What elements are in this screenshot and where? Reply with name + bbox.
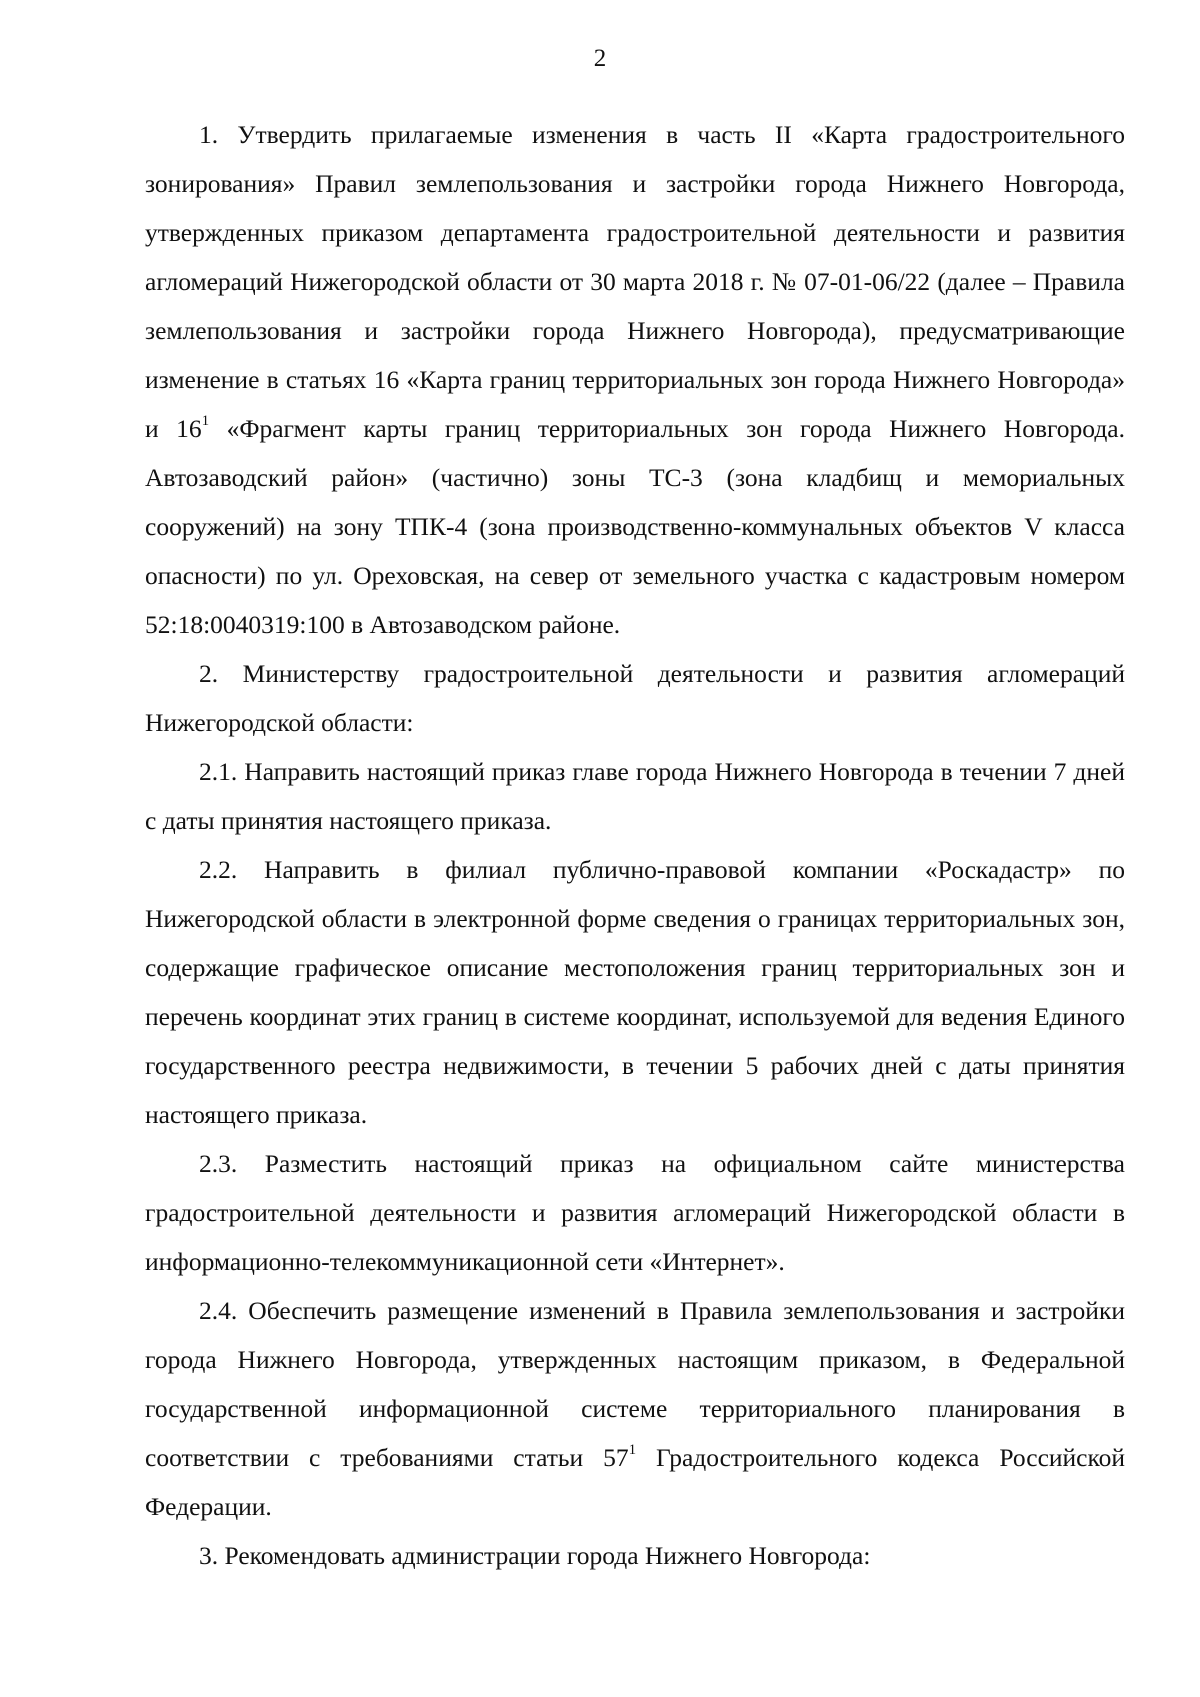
paragraph-2-1: 2.1. Направить настоящий приказ главе города Нижнего Новгорода в течении 7 дней с даты принятия настоящего приказа. (145, 757, 1125, 835)
paragraph-1-text-a: 1. Утвердить прилагаемые изменения в часть II «Карта градостроительного зонирования» Правил землепользования и застройки города Нижнего Новгорода, утвержденных приказом департамента градостроительной деятельности и развития агломераций Нижегородской области от 30 марта 2018 г. № 07-01-06/22 (далее – Правила землепользования и застройки города Нижнего Новгорода), предусматривающие изменение в статьях 16 «Карта границ территориальных зон города Нижнего Новгорода» и 16 (145, 120, 1125, 443)
paragraph-2-4-text-b: Градостроительного кодекса Российской Федерации. (145, 1443, 1125, 1521)
paragraph-2-4-text-a: 2.4. Обеспечить размещение изменений в Правила землепользования и застройки города Нижнего Новгорода, утвержденных настоящим приказом, в Федеральной государственной информационной системе территориального планирования в соответствии с требованиями статьи 57 (145, 1296, 1125, 1472)
paragraph-1 (145, 110, 1125, 649)
paragraph-2-2: 2.2. Направить в филиал публично-правовой компании «Роскадастр» по Нижегородской области в электронной форме сведения о границах территориальных зон, содержащие графическое описание местоположения границ территориальных зон и перечень координат этих границ в системе координат, используемой для ведения Единого государственного реестра недвижимости, в течении 5 рабочих дней с даты принятия настоящего приказа. (145, 855, 1125, 1129)
paragraph-3: 3. Рекомендовать администрации города Нижнего Новгорода: (199, 1541, 871, 1570)
paragraph-2-3: 2.3. Разместить настоящий приказ на официальном сайте министерства градостроительной деятельности и развития агломераций Нижегородской области в информационно-телекоммуникационной сети «Интернет». (145, 1149, 1125, 1276)
document-body (145, 110, 1125, 1580)
paragraph-2-4 (145, 1286, 1125, 1531)
paragraph-2: 2. Министерству градостроительной деятельности и развития агломераций Нижегородской области: (145, 659, 1125, 737)
paragraph-1-superscript: 1 (201, 413, 210, 429)
paragraph-1-text-b: «Фрагмент карты границ территориальных зон города Нижнего Новгорода. Автозаводский район» (частично) зоны ТС-3 (зона кладбищ и мемориальных сооружений) на зону ТПК-4 (зона производственно-коммунальных объектов V класса опасности) по ул. Ореховская, на север от земельного участка с кадастровым номером 52:18:0040319:100 в Автозаводском районе. (145, 414, 1125, 639)
paragraph-2-4-superscript: 1 (628, 1442, 637, 1458)
page-number: 2 (593, 45, 607, 72)
